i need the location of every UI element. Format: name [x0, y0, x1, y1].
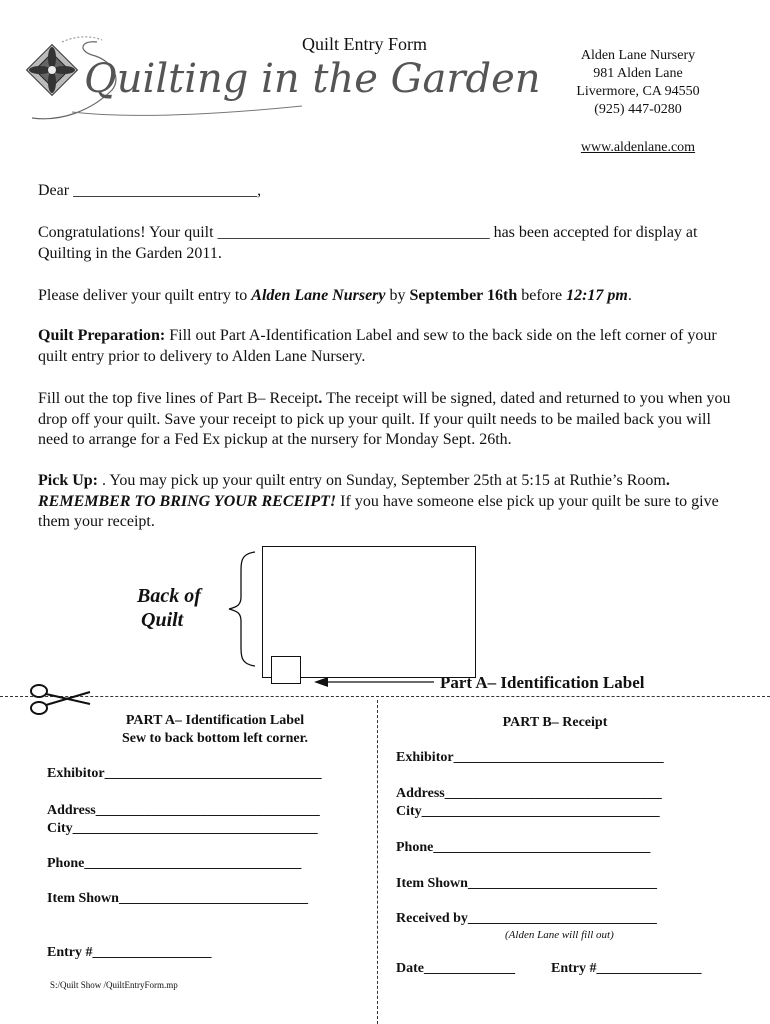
delivery-paragraph	[38, 286, 743, 307]
logo-text: Quilting in the Garden	[84, 56, 541, 102]
cut-line	[0, 696, 770, 697]
part-a-item-shown-field[interactable]: Item Shown___________________________	[47, 891, 308, 906]
part-b-phone-field[interactable]: Phone_______________________________	[396, 840, 651, 855]
part-b-entry-field[interactable]: Entry #_______________	[551, 961, 702, 976]
part-a-city-field[interactable]: City___________________________________	[47, 821, 318, 836]
part-a-instruction: Sew to back bottom left corner.	[121, 731, 309, 746]
website-link[interactable]: www.aldenlane.com	[580, 140, 696, 155]
back-of-label: Back of	[137, 585, 201, 607]
pickup-text: . You may pick up your quilt entry on Sunday, September 25th at 5:15 at Ruthie’s Room	[98, 472, 666, 489]
delivery-time: 12:17 pm	[566, 287, 628, 304]
identification-label-diagram	[271, 656, 301, 684]
part-b-address-field[interactable]: Address_______________________________	[396, 786, 662, 801]
remember-receipt: REMEMBER TO BRING YOUR RECEIPT!	[38, 492, 337, 510]
cut-line-vertical	[377, 700, 378, 1024]
address-line: Alden Lane Nursery	[580, 48, 696, 63]
part-b-exhibitor-field[interactable]: Exhibitor______________________________	[396, 750, 664, 765]
delivery-place: Alden Lane Nursery	[251, 287, 386, 304]
pickup-end: If you have someone else pick up your quilt be sure to give them your receipt.	[38, 492, 719, 530]
part-a-entry-field[interactable]: Entry #_________________	[47, 945, 212, 960]
congrats-paragraph: Congratulations! Your quilt __________________________________ has been accepted for display at Quilting in the Garden 2011.	[38, 224, 698, 262]
preparation-text: Fill out Part A-Identification Label and sew to the back side on the left corner of your quilt entry prior to delivery to Alden Lane Nursery.	[38, 327, 717, 365]
part-b-received-by-field[interactable]: Received by___________________________	[396, 911, 657, 926]
staff-note: (Alden Lane will fill out)	[505, 929, 614, 941]
delivery-by: by	[385, 287, 410, 304]
receipt-text-a: Fill out the top five lines of Part B– Receipt	[38, 390, 319, 407]
pickup-paragraph	[38, 471, 743, 533]
part-b-item-shown-field[interactable]: Item Shown___________________________	[396, 876, 657, 891]
pickup-dot: .	[665, 472, 670, 489]
delivery-before: before	[517, 287, 567, 304]
part-a-exhibitor-field[interactable]: Exhibitor_______________________________	[47, 766, 322, 781]
delivery-date: September 16th	[409, 287, 518, 304]
pickup-label: Pick Up:	[38, 472, 98, 489]
delivery-end: .	[627, 287, 632, 304]
receipt-dot: .	[318, 390, 323, 407]
part-a-phone-field[interactable]: Phone_______________________________	[47, 856, 302, 871]
form-title: Quilt Entry Form	[302, 34, 427, 54]
scissors-icon	[28, 682, 92, 716]
phone-line: (925) 447-0280	[594, 102, 682, 117]
delivery-text: Please deliver your quilt entry to	[38, 287, 252, 304]
left-arrow-icon	[314, 674, 436, 690]
nursery-address	[548, 47, 728, 119]
quilt-label: Quilt	[141, 609, 184, 631]
part-a-address-field[interactable]: Address________________________________	[47, 803, 320, 818]
address-line: 981 Alden Lane	[593, 66, 683, 81]
address-line: Livermore, CA 94550	[576, 84, 700, 99]
part-a-title	[80, 712, 350, 748]
preparation-label: Quilt Preparation:	[38, 327, 166, 344]
preparation-paragraph	[38, 326, 743, 367]
salutation: Dear _______________________,	[38, 182, 262, 199]
part-a-caption: Part A– Identification Label	[440, 673, 645, 692]
part-b-title: PART B– Receipt	[502, 715, 608, 730]
part-a-title-line: PART A– Identification Label	[125, 713, 305, 728]
receipt-paragraph	[38, 389, 743, 451]
brace-icon	[225, 549, 261, 669]
part-b-city-field[interactable]: City__________________________________	[396, 804, 660, 819]
part-b-date-field[interactable]: Date_____________	[396, 961, 515, 976]
receipt-text-b: The receipt will be signed, dated and returned to you when you drop off your quilt. Save your receipt to pick up your quilt. If your quilt needs to be mailed back you will need to arrange for a Fed Ex pickup at the nursery for Monday Sept. 26th.	[38, 390, 731, 448]
file-path-footer: S:/Quilt Show /QuiltEntryForm.mp	[50, 980, 178, 990]
back-of-quilt-label	[137, 584, 201, 632]
